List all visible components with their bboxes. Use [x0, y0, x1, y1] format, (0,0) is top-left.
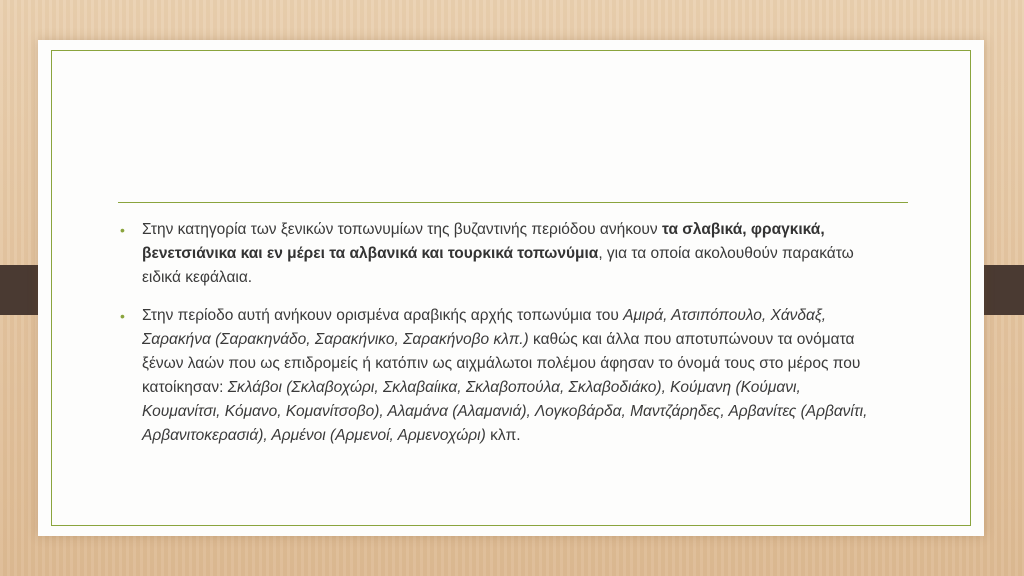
bullet-1-text-b: , για τα οποία ακολουθούν παρακάτω ειδικά κεφάλαια.	[142, 245, 854, 286]
bullet-1-text-a: Στην κατηγορία των ξενικών τοπωνυμίων της βυζαντινής περιόδου ανήκουν	[142, 221, 662, 238]
bullet-item-2	[120, 304, 880, 448]
title-divider	[118, 202, 908, 203]
bullet-item-1	[120, 218, 880, 290]
slide-content	[120, 218, 880, 462]
bullet-icon: •	[120, 222, 125, 238]
bullet-2-italic-arabic: Αμιρά, Ατσιπόπουλο, Χάνδαξ, Σαρακήνα (Σαρακηνάδο, Σαρακήνικο, Σαρακήνοβο κλπ.)	[142, 307, 827, 348]
bullet-2-text-c: κλπ.	[485, 427, 521, 444]
bullet-icon: •	[120, 308, 125, 324]
bullet-2-text-b: καθώς και άλλα που αποτυπώνουν τα ονόματα ξένων λαών που ως επιδρομείς ή κατόπιν ως αιχμάλωτοι πολέμου άφησαν το όνομά τους στο μέρος που κατοίκησαν:	[142, 331, 861, 396]
bullet-2-text-a: Στην περίοδο αυτή ανήκουν ορισμένα αραβικής αρχής τοπωνύμια του	[142, 307, 624, 324]
bullet-2-italic-peoples: Σκλάβοι (Σκλαβοχώρι, Σκλαβαίικα, Σκλαβοπούλα, Σκλαβοδιάκο), Κούμανη (Κούμανι, Κουμανίτσι, Κόμανο, Κομανίτσοβο), Αλαμάνα (Αλαμανιά), Λογκοβάρδα, Μαντζάρηδες, Αρβανίτες (Αρβανίτι, Αρβανιτοκερασιά), Αρμένοι (Αρμενοί, Αρμενοχώρι)	[142, 379, 868, 444]
bullet-1-bold-text: τα σλαβικά, φραγκικά, βενετσιάνικα και εν μέρει τα αλβανικά και τουρκικά τοπωνύμια	[142, 221, 825, 262]
